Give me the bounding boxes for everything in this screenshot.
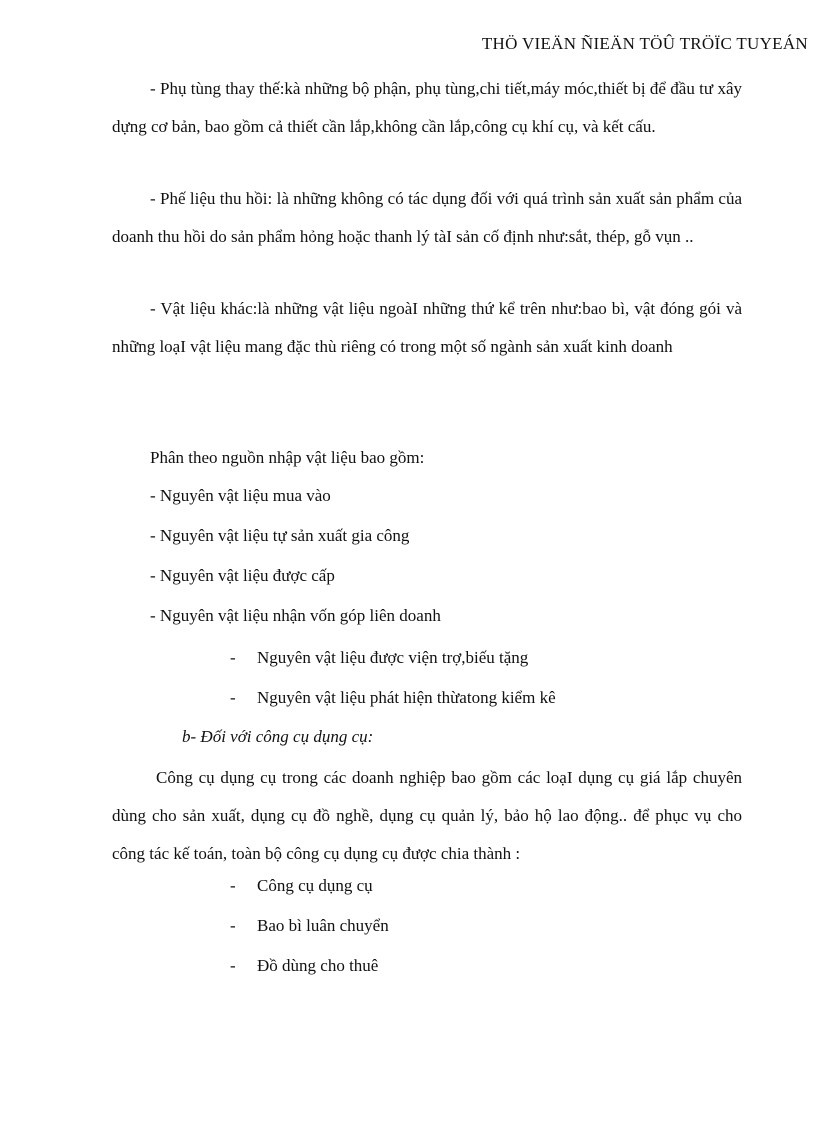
list-item: - Nguyên vật liệu nhận vốn góp liên doanh [150, 606, 441, 625]
paragraph-scrap-recovery: - Phế liệu thu hồi: là những không có tác dụng đối với quá trình sản xuất sản phẩm của doanh thu hồi do sản phẩm hỏng hoặc thanh lý tàI sản cố định như:sắt, thép, gỗ vụn .. [112, 189, 742, 246]
source-section-intro: Phân theo nguồn nhập vật liệu bao gồm: [150, 448, 425, 467]
dash-bullet: - [230, 956, 236, 975]
tools-list-item-text: Công cụ dụng cụ [257, 876, 373, 895]
tools-list-item [230, 916, 389, 936]
tools-list-item [230, 876, 373, 896]
dash-bullet: - [230, 916, 236, 935]
tools-list-item-text: Bao bì luân chuyển [257, 916, 389, 935]
dash-bullet: - [230, 876, 236, 895]
list-item: - Nguyên vật liệu được cấp [150, 566, 335, 585]
sub-list-item-text: Nguyên vật liệu phát hiện thừatong kiểm kê [257, 688, 556, 707]
list-item: - Nguyên vật liệu tự sản xuất gia công [150, 526, 410, 545]
paragraph-other-materials: - Vật liệu khác:là những vật liệu ngoàI những thứ kể trên như:bao bì, vật đóng gói và những loạI vật liệu mang đặc thù riêng có trong một số ngành sản xuất kinh doanh [112, 299, 742, 356]
page-header-title: THÖ VIEÄN ÑIEÄN TÖÛ TRÖÏC TUYEÁN [481, 34, 808, 53]
dash-bullet: - [230, 648, 236, 667]
tools-list-item [230, 956, 378, 976]
tools-list-item-text: Đồ dùng cho thuê [257, 956, 379, 975]
sub-list-item [230, 688, 556, 708]
list-item: - Nguyên vật liệu mua vào [150, 486, 331, 505]
paragraph-spare-parts: - Phụ tùng thay thế:kà những bộ phận, phụ tùng,chi tiết,máy móc,thiết bị để đầu tư xây dựng cơ bản, bao gồm cả thiết cần lắp,không cần lắp,công cụ khí cụ, và kết cấu. [112, 79, 742, 136]
dash-bullet: - [230, 688, 236, 707]
sub-list-item-text: Nguyên vật liệu được viện trợ,biếu tặng [257, 648, 529, 667]
sub-list-item [230, 648, 528, 668]
paragraph-tools: Công cụ dụng cụ trong các doanh nghiệp bao gồm các loạI dụng cụ giá lắp chuyên dùng cho sản xuất, dụng cụ đồ nghề, dụng cụ quản lý, bảo hộ lao động.. để phục vụ cho công tác kế toán, toàn bộ công cụ dụng cụ được chia thành : [112, 768, 742, 863]
section-heading-tools: b- Đối với công cụ dụng cụ: [182, 727, 374, 746]
